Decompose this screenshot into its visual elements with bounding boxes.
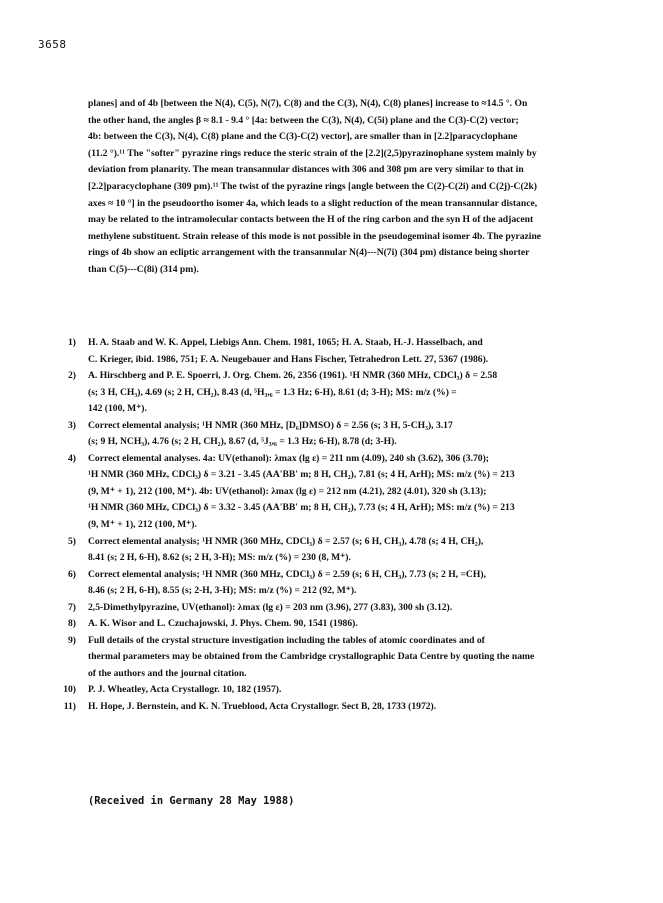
reference-item bbox=[48, 567, 628, 600]
body-line: planes] and of 4b [between the N(4), C(5), N(7), C(8) and the C(3), N(4), C(8) planes] increase to ≈14.5 °. On bbox=[88, 98, 528, 109]
reference-line: (9, M⁺ + 1), 212 (100, M⁺). 4b: UV(ethanol): λmax (lg ε) = 212 nm (4.21), 282 (4.01), 320 sh (3.13); bbox=[88, 485, 487, 497]
reference-number: 1) bbox=[68, 337, 76, 348]
reference-line: Correct elemental analysis; ¹H NMR (360 MHz, [D₆]DMSO) δ = 2.56 (s; 3 H, 5-CH₃), 3.17 bbox=[88, 419, 453, 431]
reference-item bbox=[48, 335, 628, 368]
page-number: 3658 bbox=[38, 38, 67, 51]
reference-number: 10) bbox=[63, 684, 76, 696]
received-date: (Received in Germany 28 May 1988) bbox=[88, 795, 295, 807]
reference-item bbox=[48, 600, 628, 617]
reference-line: (s; 3 H, CH₃), 4.69 (s; 2 H, CH₂), 8.43 (d, ⁵H₃,₆ = 1.3 Hz; 6-H), 8.61 (d; 3-H); MS: m/z (%) = bbox=[88, 386, 457, 398]
reference-line: (s; 9 H, NCH₃), 4.76 (s; 2 H, CH₂), 8.67 (d, ⁵J₃,₆ = 1.3 Hz; 6-H), 8.78 (d; 3-H). bbox=[88, 436, 397, 448]
reference-number: 5) bbox=[68, 535, 76, 547]
reference-item bbox=[48, 633, 628, 683]
reference-number: 9) bbox=[68, 634, 76, 646]
reference-line: ¹H NMR (360 MHz, CDCl₃) δ = 3.32 - 3.45 (AA'BB' m; 8 H, CH₂), 7.73 (s; 4 H, ArH); MS: m/z (%) = 213 bbox=[88, 502, 515, 514]
reference-item bbox=[48, 699, 628, 716]
reference-line: C. Krieger, ibid. 1986, 751; F. A. Neugebauer and Hans Fischer, Tetrahedron Lett. 27, 5367 (1986). bbox=[88, 353, 489, 365]
reference-item bbox=[48, 418, 628, 451]
body-line: deviation from planarity. The mean transannular distances with 306 and 308 pm are very similar to that in bbox=[88, 164, 524, 176]
reference-line: 8.46 (s; 2 H, 6-H), 8.55 (s; 2-H, 3-H); MS: m/z (%) = 212 (92, M⁺). bbox=[88, 585, 357, 597]
reference-item bbox=[48, 616, 628, 633]
reference-number: 2) bbox=[68, 370, 76, 382]
reference-item bbox=[48, 534, 628, 567]
body-line: (11.2 °).¹¹ The "softer" pyrazine rings reduce the steric strain of the [2.2](2,5)pyrazinophane system mainly by bbox=[88, 147, 537, 159]
reference-line: P. J. Wheatley, Acta Crystallogr. 10, 182 (1957). bbox=[88, 684, 282, 696]
reference-line: Full details of the crystal structure investigation including the tables of atomic coordinates and of bbox=[88, 634, 485, 646]
body-line: than C(5)---C(8i) (314 pm). bbox=[88, 263, 199, 275]
reference-number: 4) bbox=[68, 452, 76, 464]
reference-line: Correct elemental analyses. 4a: UV(ethanol): λmax (lg ε) = 211 nm (4.09), 240 sh (3.62), 306 (3.70); bbox=[88, 452, 489, 464]
reference-item bbox=[48, 368, 628, 418]
reference-line: Correct elemental analysis; ¹H NMR (360 MHz, CDCl₃) δ = 2.59 (s; 6 H, CH₃), 7.73 (s; 2 H, =CH), bbox=[88, 568, 486, 580]
reference-number: 8) bbox=[68, 618, 76, 630]
reference-list bbox=[48, 335, 628, 716]
body-line: methylene substituent. Strain release of this mode is not possible in the pseudogeminal isomer 4b. The pyrazine bbox=[88, 230, 542, 242]
reference-number: 6) bbox=[68, 568, 76, 580]
body-paragraph bbox=[88, 96, 613, 279]
body-line: 4b: between the C(3), N(4), C(8) plane and the C(3)-C(2) vector], are smaller than in [2.2]paracyclophane bbox=[88, 131, 518, 143]
reference-line: 2,5-Dimethylpyrazine, UV(ethanol): λmax (lg ε) = 203 nm (3.96), 277 (3.83), 300 sh (3.12). bbox=[88, 601, 453, 613]
reference-number: 11) bbox=[63, 701, 76, 713]
reference-line: ¹H NMR (360 MHz, CDCl₃) δ = 3.21 - 3.45 (AA'BB' m; 8 H, CH₂), 7.81 (s; 4 H, ArH); MS: m/z (%) = 213 bbox=[88, 469, 515, 481]
body-line: [2.2]paracyclophane (309 pm).¹¹ The twist of the pyrazine rings [angle between the C(2)-C(2i) and C(2j)-C(2k) bbox=[88, 180, 537, 192]
reference-item bbox=[48, 682, 628, 699]
reference-line: 142 (100, M⁺). bbox=[88, 403, 147, 415]
reference-number: 3) bbox=[68, 419, 76, 431]
reference-line: H. Hope, J. Bernstein, and K. N. Trueblood, Acta Crystallogr. Sect B, 28, 1733 (1972). bbox=[88, 701, 437, 713]
reference-line: Correct elemental analysis; ¹H NMR (360 MHz, CDCl₃) δ = 2.57 (s; 6 H, CH₃), 4.78 (s; 4 H, CH₂), bbox=[88, 535, 484, 547]
reference-number: 7) bbox=[68, 601, 76, 613]
body-line: the other hand, the angles β ≈ 8.1 - 9.4 ° [4a: between the C(3), N(4), C(5i) plane and the C(3)-C(2) vector; bbox=[88, 114, 519, 126]
reference-item bbox=[48, 451, 628, 534]
reference-line: 8.41 (s; 2 H, 6-H), 8.62 (s; 2 H, 3-H); MS: m/z (%) = 230 (8, M⁺). bbox=[88, 552, 351, 564]
reference-line: thermal parameters may be obtained from the Cambridge crystallographic Data Centre by quoting the name bbox=[88, 651, 535, 663]
body-line: axes ≈ 10 °] in the pseudoortho isomer 4a, which leads to a slight reduction of the mean transannular distance, bbox=[88, 197, 538, 209]
reference-line: A. Hirschberg and P. E. Spoerri, J. Org. Chem. 26, 2356 (1961). ¹H NMR (360 MHz, CDCl₃) δ = 2.58 bbox=[88, 370, 498, 382]
reference-line: of the authors and the journal citation. bbox=[88, 667, 247, 679]
body-line: rings of 4b show an ecliptic arrangement with the transannular N(4)---N(7i) (304 pm) distance being shorter bbox=[88, 247, 530, 259]
reference-line: H. A. Staab and W. K. Appel, Liebigs Ann. Chem. 1981, 1065; H. A. Staab, H.-J. Hasselbach, and bbox=[88, 337, 483, 348]
reference-line: (9, M⁺ + 1), 212 (100, M⁺). bbox=[88, 519, 197, 531]
body-line: may be related to the intramolecular contacts between the H of the ring carbon and the syn H of the adjacent bbox=[88, 214, 534, 226]
reference-line: A. K. Wisor and L. Czuchajowski, J. Phys. Chem. 90, 1541 (1986). bbox=[88, 618, 358, 630]
